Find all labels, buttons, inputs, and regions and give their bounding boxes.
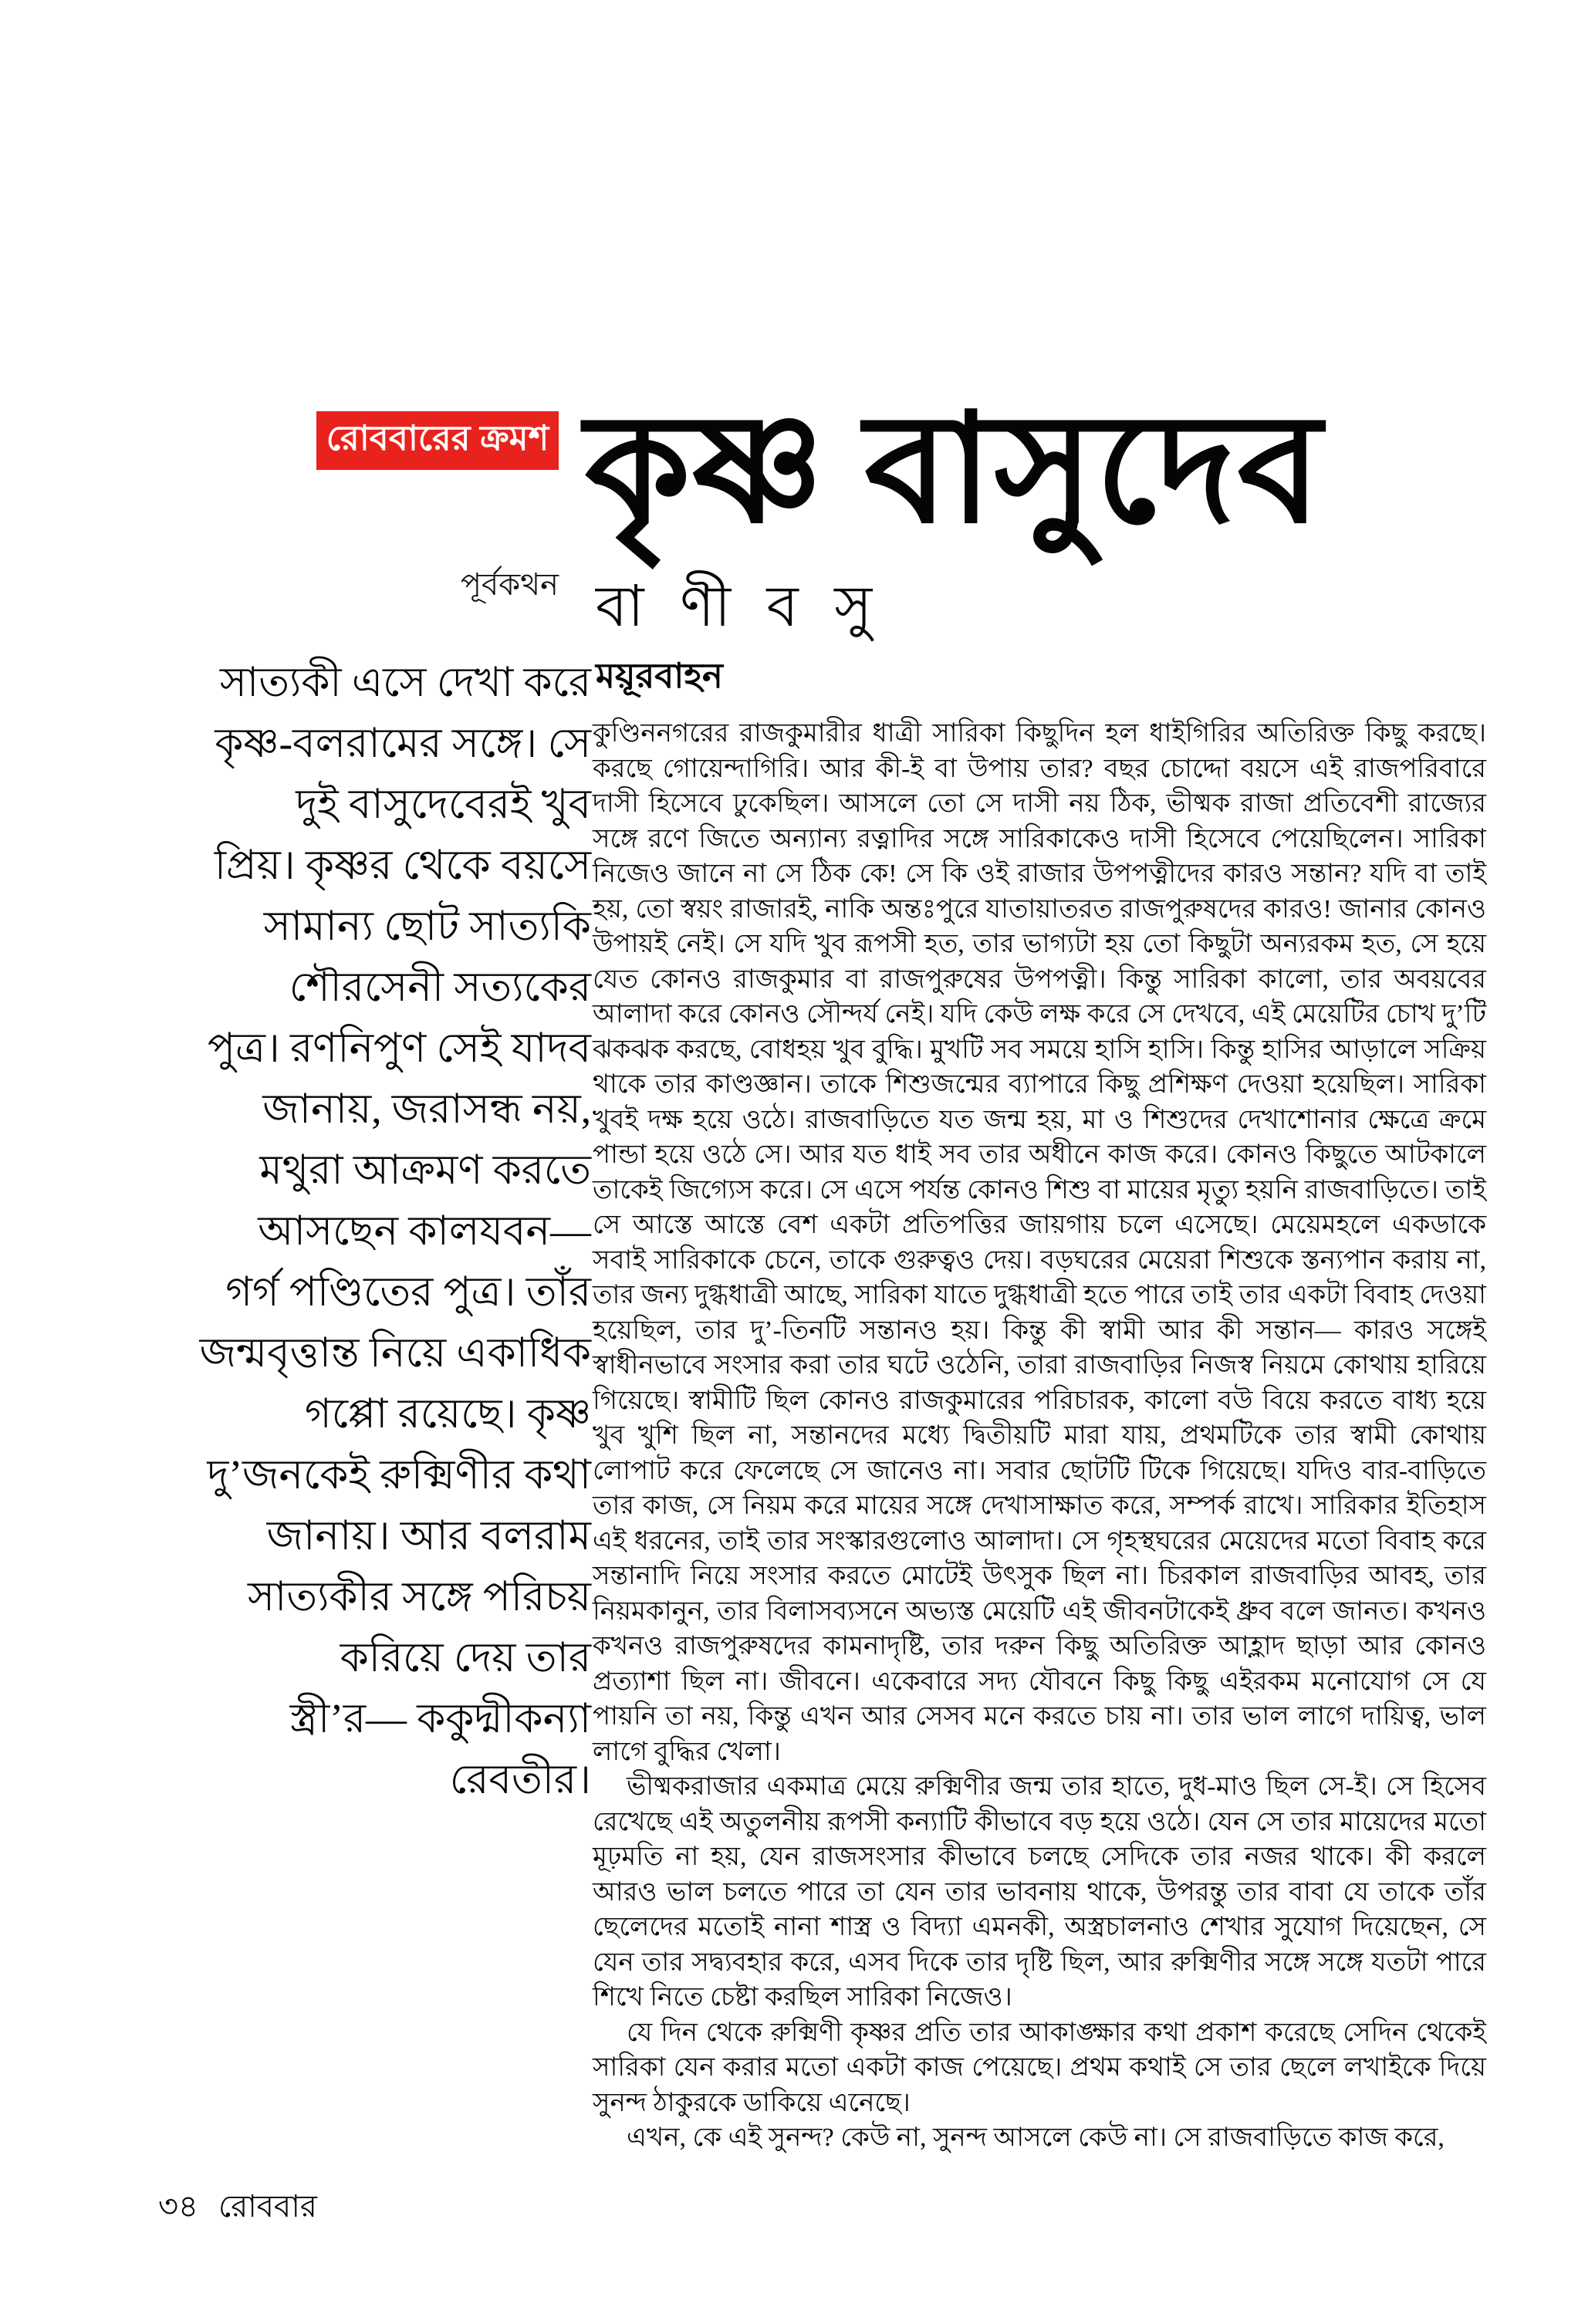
pull-quote-line: জানায়। আর বলরাম — [266, 1514, 591, 1559]
pull-quote-line: দু’জনকেই রুক্মিণীর কথা — [207, 1453, 591, 1498]
body-paragraph: যে দিন থেকে রুক্মিণী কৃষ্ণর প্রতি তার আকাঙ্ক্ষার কথা প্রকাশ করেছে সেদিন থেকেই সারিকা যেন করার মতো একটা কাজ পেয়েছে। প্রথম কথাই সে তার ছেলে লখাইকে দিয়ে সুনন্দ ঠাকুরকে ডাকিয়ে এনেছে। — [593, 2018, 1486, 2117]
author-name: বা ণী ব সু — [596, 576, 884, 639]
article-body — [593, 716, 1486, 2156]
pull-quote-line: গর্গ পণ্ডিতের পুত্র। তাঁর — [225, 1270, 591, 1315]
body-paragraph: ভীষ্মকরাজার একমাত্র মেয়ে রুক্মিণীর জন্ম তার হাতে, দুধ-মাও ছিল সে-ই। সে হিসেব রেখেছে এই অতুলনীয় রূপসী কন্যাটি কীভাবে বড় হয়ে ওঠে। যেন সে তার মায়েদের মতো মূঢ়মতি না হয়, যেন রাজসংসার কীভাবে চলছে সেদিকে তার নজর থাকে। কী করলে আরও ভাল চলতে পারে তা যেন তার ভাবনায় থাকে, উপরন্তু তার বাবা যে তাকে তাঁর ছেলেদের মতোই নানা শাস্ত্র ও বিদ্যা এমনকী, অস্ত্রচালনাও শেখার সুযোগ দিয়েছেন, সে যেন তার সদ্ব্যবহার করে, এসব দিকে তার দৃষ্টি ছিল, আর রুক্মিণীর সঙ্গে সঙ্গে যতটা পারে শিখে নিতে চেষ্টা করছিল সারিকা নিজেও। — [593, 1772, 1486, 2012]
pull-quote-line: জন্মবৃত্তান্ত নিয়ে একাধিক — [199, 1331, 591, 1376]
pull-quote-line: করিয়ে দেয় তার — [340, 1636, 591, 1681]
series-badge: রোববারের ক্রমশ — [316, 411, 559, 470]
pull-quote-line: মথুরা আক্রমণ করতে — [259, 1148, 591, 1193]
magazine-name: রোববার — [218, 2189, 317, 2224]
pull-quote-line: আসছেন কালযবন— — [258, 1209, 591, 1254]
pull-quote-line: পুত্র। রণনিপুণ সেই যাদব — [208, 1026, 591, 1071]
article-title: কৃষ্ণ বাসুদেব — [585, 387, 1323, 554]
chapter-heading: ময়ূরবাহন — [596, 657, 723, 695]
pull-quote-line: প্রিয়। কৃষ্ণর থেকে বয়সে — [214, 843, 591, 888]
pull-quote-line: সামান্য ছোট সাত্যকি — [263, 904, 591, 949]
pull-quote-line: জানায়, জরাসন্ধ নয়, — [262, 1087, 591, 1132]
pull-quote-column — [114, 653, 591, 1811]
pull-quote-line: গপ্পো রয়েছে। কৃষ্ণ — [304, 1392, 591, 1437]
kicker-label: পূর্বকথন — [460, 567, 559, 602]
pull-quote-line: সাত্যকী এসে দেখা করে — [219, 660, 591, 705]
body-paragraph: এখন, কে এই সুনন্দ? কেউ না, সুনন্দ আসলে কেউ না। সে রাজবাড়িতে কাজ করে, — [627, 2123, 1445, 2152]
pull-quote-line: শৌরসেনী সত্যকের — [289, 965, 591, 1010]
pull-quote-line: দুই বাসুদেবেরই খুব — [296, 782, 591, 827]
page-number: ৩৪ — [158, 2189, 198, 2224]
pull-quote-line: স্ত্রী’র— ককুদ্মীকন্যা — [289, 1697, 591, 1741]
body-paragraph: কুণ্ডিননগরের রাজকুমারীর ধাত্রী সারিকা কিছুদিন হল ধাইগিরির অতিরিক্ত কিছু করছে। করছে গোয়েন্দাগিরি। আর কী-ই বা উপায় তার? বছর চোদ্দো বয়সে এই রাজপরিবারে দাসী হিসেবে ঢুকেছিল। আসলে তো সে দাসী নয় ঠিক, ভীষ্মক রাজা প্রতিবেশী রাজ্যের সঙ্গে রণে জিতে অন্যান্য রত্নাদির সঙ্গে সারিকাকেও দাসী হিসেবে পেয়েছিলেন। সারিকা নিজেও জানে না সে ঠিক কে! সে কি ওই রাজার উপপত্নীদের কারও সন্তান? যদি বা তাই হয়, তো স্বয়ং রাজারই, নাকি অন্তঃপুরে যাতায়াতরত রাজপুরুষদের কারও! জানার কোনও উপায়ই নেই। সে যদি খুব রূপসী হত, তার ভাগ্যটা হয় তো কিছুটা অন্যরকম হত, সে হয়ে যেত কোনও রাজকুমার বা রাজপুরুষের উপপত্নী। কিন্তু সারিকা কালো, তার অবয়বের আলাদা করে কোনও সৌন্দর্য নেই। যদি কেউ লক্ষ করে সে দেখবে, এই মেয়েটির চোখ দু’টি ঝকঝক করছে, বোধহয় খুব বুদ্ধি। মুখটি সব সময়ে হাসি হাসি। কিন্তু হাসির আড়ালে সক্রিয় থাকে তার কাণ্ডজ্ঞান। তাকে শিশুজন্মের ব্যাপারে কিছু প্রশিক্ষণ দেওয়া হয়েছিল। সারিকা খুবই দক্ষ হয়ে ওঠে। রাজবাড়িতে যত জন্ম হয়, মা ও শিশুদের দেখাশোনার ক্ষেত্রে ক্রমে পান্ডা হয়ে ওঠে সে। আর যত ধাই সব তার অধীনে কাজ করে। কোনও কিছুতে আটকালে তাকেই জিগ্যেস করে। সে এসে পর্যন্ত কোনও শিশু বা মায়ের মৃত্যু হয়নি রাজবাড়িতে। তাই সে আস্তে আস্তে বেশ একটা প্রতিপত্তির জায়গায় চলে এসেছে। মেয়েমহলে একডাকে সবাই সারিকাকে চেনে, তাকে গুরুত্বও দেয়। বড়ঘরের মেয়েরা শিশুকে স্তন্যপান করায় না, তার জন্য দুগ্ধধাত্রী আছে, সারিকা যাতে দুগ্ধধাত্রী হতে পারে তাই তার একটা বিবাহ দেওয়া হয়েছিল, তার দু’-তিনটি সন্তানও হয়। কিন্তু কী স্বামী আর কী সন্তান— কারও সঙ্গেই স্বাধীনভাবে সংসার করা তার ঘটে ওঠেনি, তারা রাজবাড়ির নিজস্ব নিয়মে কোথায় হারিয়ে গিয়েছে। স্বামীটি ছিল কোনও রাজকুমারের পরিচারক, কালো বউ বিয়ে করতে বাধ্য হয়ে খুব খুশি ছিল না, সন্তানদের মধ্যে দ্বিতীয়টি মারা যায়, প্রথমটিকে তার স্বামী কোথায় লোপাট করে ফেলেছে সে জানেও না। সবার ছোটটি টিকে গিয়েছে। যদিও বার-বাড়িতে তার কাজ, সে নিয়ম করে মায়ের সঙ্গে দেখাসাক্ষাত করে, সম্পর্ক রাখে। সারিকার ইতিহাস এই ধরনের, তাই তার সংস্কারগুলোও আলাদা। সে গৃহস্থঘরের মেয়েদের মতো বিবাহ করে সন্তানাদি নিয়ে সংসার করতে মোটেই উৎসুক ছিল না। চিরকাল রাজবাড়ির আবহ, তার নিয়মকানুন, তার বিলাসব্যসনে অভ্যস্ত মেয়েটি এই জীবনটাকেই ধ্রুব বলে জানত। কখনও কখনও রাজপুরুষদের কামনাদৃষ্টি, তার দরুন কিছু অতিরিক্ত আহ্লাদ ছাড়া আর কোনও প্রত্যাশা ছিল না। জীবনে। একেবারে সদ্য যৌবনে কিছু কিছু এইরকম মনোযোগ সে যে পায়নি তা নয়, কিন্তু এখন আর সেসব মনে করতে চায় না। তার ভাল লাগে দায়িত্ব, ভাল লাগে বুদ্ধির খেলা। — [593, 719, 1486, 1766]
pull-quote-line: কৃষ্ণ-বলরামের সঙ্গে। সে — [215, 721, 591, 766]
page-footer — [158, 2182, 317, 2234]
pull-quote-line: সাত্যকীর সঙ্গে পরিচয় — [248, 1575, 591, 1620]
pull-quote-line: রেবতীর। — [449, 1758, 591, 1802]
